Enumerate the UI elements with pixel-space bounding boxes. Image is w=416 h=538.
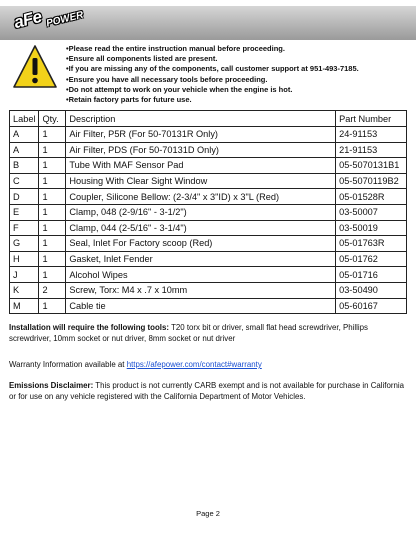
emissions-heading: Emissions Disclaimer:: [9, 381, 94, 390]
column-header-label: Label: [10, 111, 39, 127]
note-item: • Please read the entire instruction manual before proceeding.: [66, 44, 412, 54]
cell-qty: 1: [39, 189, 66, 205]
table-row: [10, 220, 407, 236]
cell-label: K: [10, 282, 39, 298]
cell-label: F: [10, 220, 39, 236]
page-number: Page 2: [196, 509, 220, 518]
cell-qty: 2: [39, 282, 66, 298]
table-row: [10, 158, 407, 174]
note-item: • If you are missing any of the components, call customer support at 951-493-7185.: [66, 64, 412, 74]
cell-label: B: [10, 158, 39, 174]
warranty-link[interactable]: https://afepower.com/contact#warranty: [126, 360, 262, 369]
cell-qty: 1: [39, 298, 66, 314]
tools-heading: Installation will require the following tools:: [9, 323, 170, 332]
cell-part-number: 05-01763R: [336, 236, 407, 252]
table-row: [10, 267, 407, 283]
afe-power-logo: [6, 2, 90, 42]
table-row: [10, 204, 407, 220]
cell-part-number: 03-50007: [336, 204, 407, 220]
column-header-part-number: Part Number: [336, 111, 407, 127]
warning-icon: [12, 44, 58, 90]
column-header-qty: Qty.: [39, 111, 66, 127]
cell-description: Tube With MAF Sensor Pad: [66, 158, 336, 174]
cell-label: G: [10, 236, 39, 252]
table-header-row: [10, 111, 407, 127]
note-item: • Ensure all components listed are present.: [66, 54, 412, 64]
cell-part-number: 03-50019: [336, 220, 407, 236]
cell-label: D: [10, 189, 39, 205]
cell-part-number: 05-01762: [336, 251, 407, 267]
note-item: • Do not attempt to work on your vehicle when the engine is hot.: [66, 85, 412, 95]
emissions-text: This product is not currently CARB exempt and is not available for purchase in California or for use on any vehicle registered with the California Department of Motor Vehicles.: [9, 381, 405, 401]
cell-description: Alcohol Wipes: [66, 267, 336, 283]
cell-part-number: 05-60167: [336, 298, 407, 314]
table-row: [10, 282, 407, 298]
note-item: • Retain factory parts for future use.: [66, 95, 412, 105]
cell-qty: 1: [39, 142, 66, 158]
parts-table-body: [10, 127, 407, 314]
cell-qty: 1: [39, 204, 66, 220]
emissions-section: [9, 380, 409, 402]
tools-section: [9, 322, 409, 344]
cell-qty: 1: [39, 267, 66, 283]
cell-qty: 1: [39, 251, 66, 267]
cell-description: Cable tie: [66, 298, 336, 314]
cell-qty: 1: [39, 158, 66, 174]
table-row: [10, 251, 407, 267]
cell-description: Air Filter, P5R (For 50-70131R Only): [66, 127, 336, 143]
cell-part-number: 21-91153: [336, 142, 407, 158]
cell-qty: 1: [39, 173, 66, 189]
cell-part-number: 24-91153: [336, 127, 407, 143]
logo-text: aFe: [11, 6, 44, 33]
table-row: [10, 189, 407, 205]
cell-qty: 1: [39, 236, 66, 252]
cell-description: Air Filter, PDS (For 50-70131D Only): [66, 142, 336, 158]
cell-part-number: 05-01716: [336, 267, 407, 283]
cell-description: Housing With Clear Sight Window: [66, 173, 336, 189]
instruction-notes: [66, 44, 412, 105]
warranty-text: Warranty Information available at: [9, 360, 127, 369]
cell-description: Coupler, Silicone Bellow: (2-3/4" x 3"ID) x 3"L (Red): [66, 189, 336, 205]
table-row: [10, 298, 407, 314]
cell-description: Seal, Inlet For Factory scoop (Red): [66, 236, 336, 252]
cell-part-number: 05-5070131B1: [336, 158, 407, 174]
column-header-description: Description: [66, 111, 336, 127]
cell-label: C: [10, 173, 39, 189]
cell-label: J: [10, 267, 39, 283]
cell-label: E: [10, 204, 39, 220]
parts-table: [9, 110, 407, 314]
cell-description: Clamp, 048 (2-9/16" - 3-1/2"): [66, 204, 336, 220]
cell-label: M: [10, 298, 39, 314]
warranty-section: [9, 359, 409, 370]
tools-text: T20 torx bit or driver, small flat head screwdriver, Phillips screwdriver, 10mm socket or nut driver, 8mm socket or nut driver: [9, 323, 368, 343]
cell-label: H: [10, 251, 39, 267]
logo-subtext: POWER: [45, 9, 85, 30]
cell-part-number: 05-5070119B2: [336, 173, 407, 189]
cell-description: Gasket, Inlet Fender: [66, 251, 336, 267]
cell-qty: 1: [39, 220, 66, 236]
table-row: [10, 236, 407, 252]
cell-description: Screw, Torx: M4 x .7 x 10mm: [66, 282, 336, 298]
cell-part-number: 03-50490: [336, 282, 407, 298]
cell-description: Clamp, 044 (2-5/16" - 3-1/4"): [66, 220, 336, 236]
cell-label: A: [10, 142, 39, 158]
cell-qty: 1: [39, 127, 66, 143]
table-row: [10, 173, 407, 189]
table-row: [10, 127, 407, 143]
cell-label: A: [10, 127, 39, 143]
table-row: [10, 142, 407, 158]
note-item: • Ensure you have all necessary tools before proceeding.: [66, 75, 412, 85]
cell-part-number: 05-01528R: [336, 189, 407, 205]
